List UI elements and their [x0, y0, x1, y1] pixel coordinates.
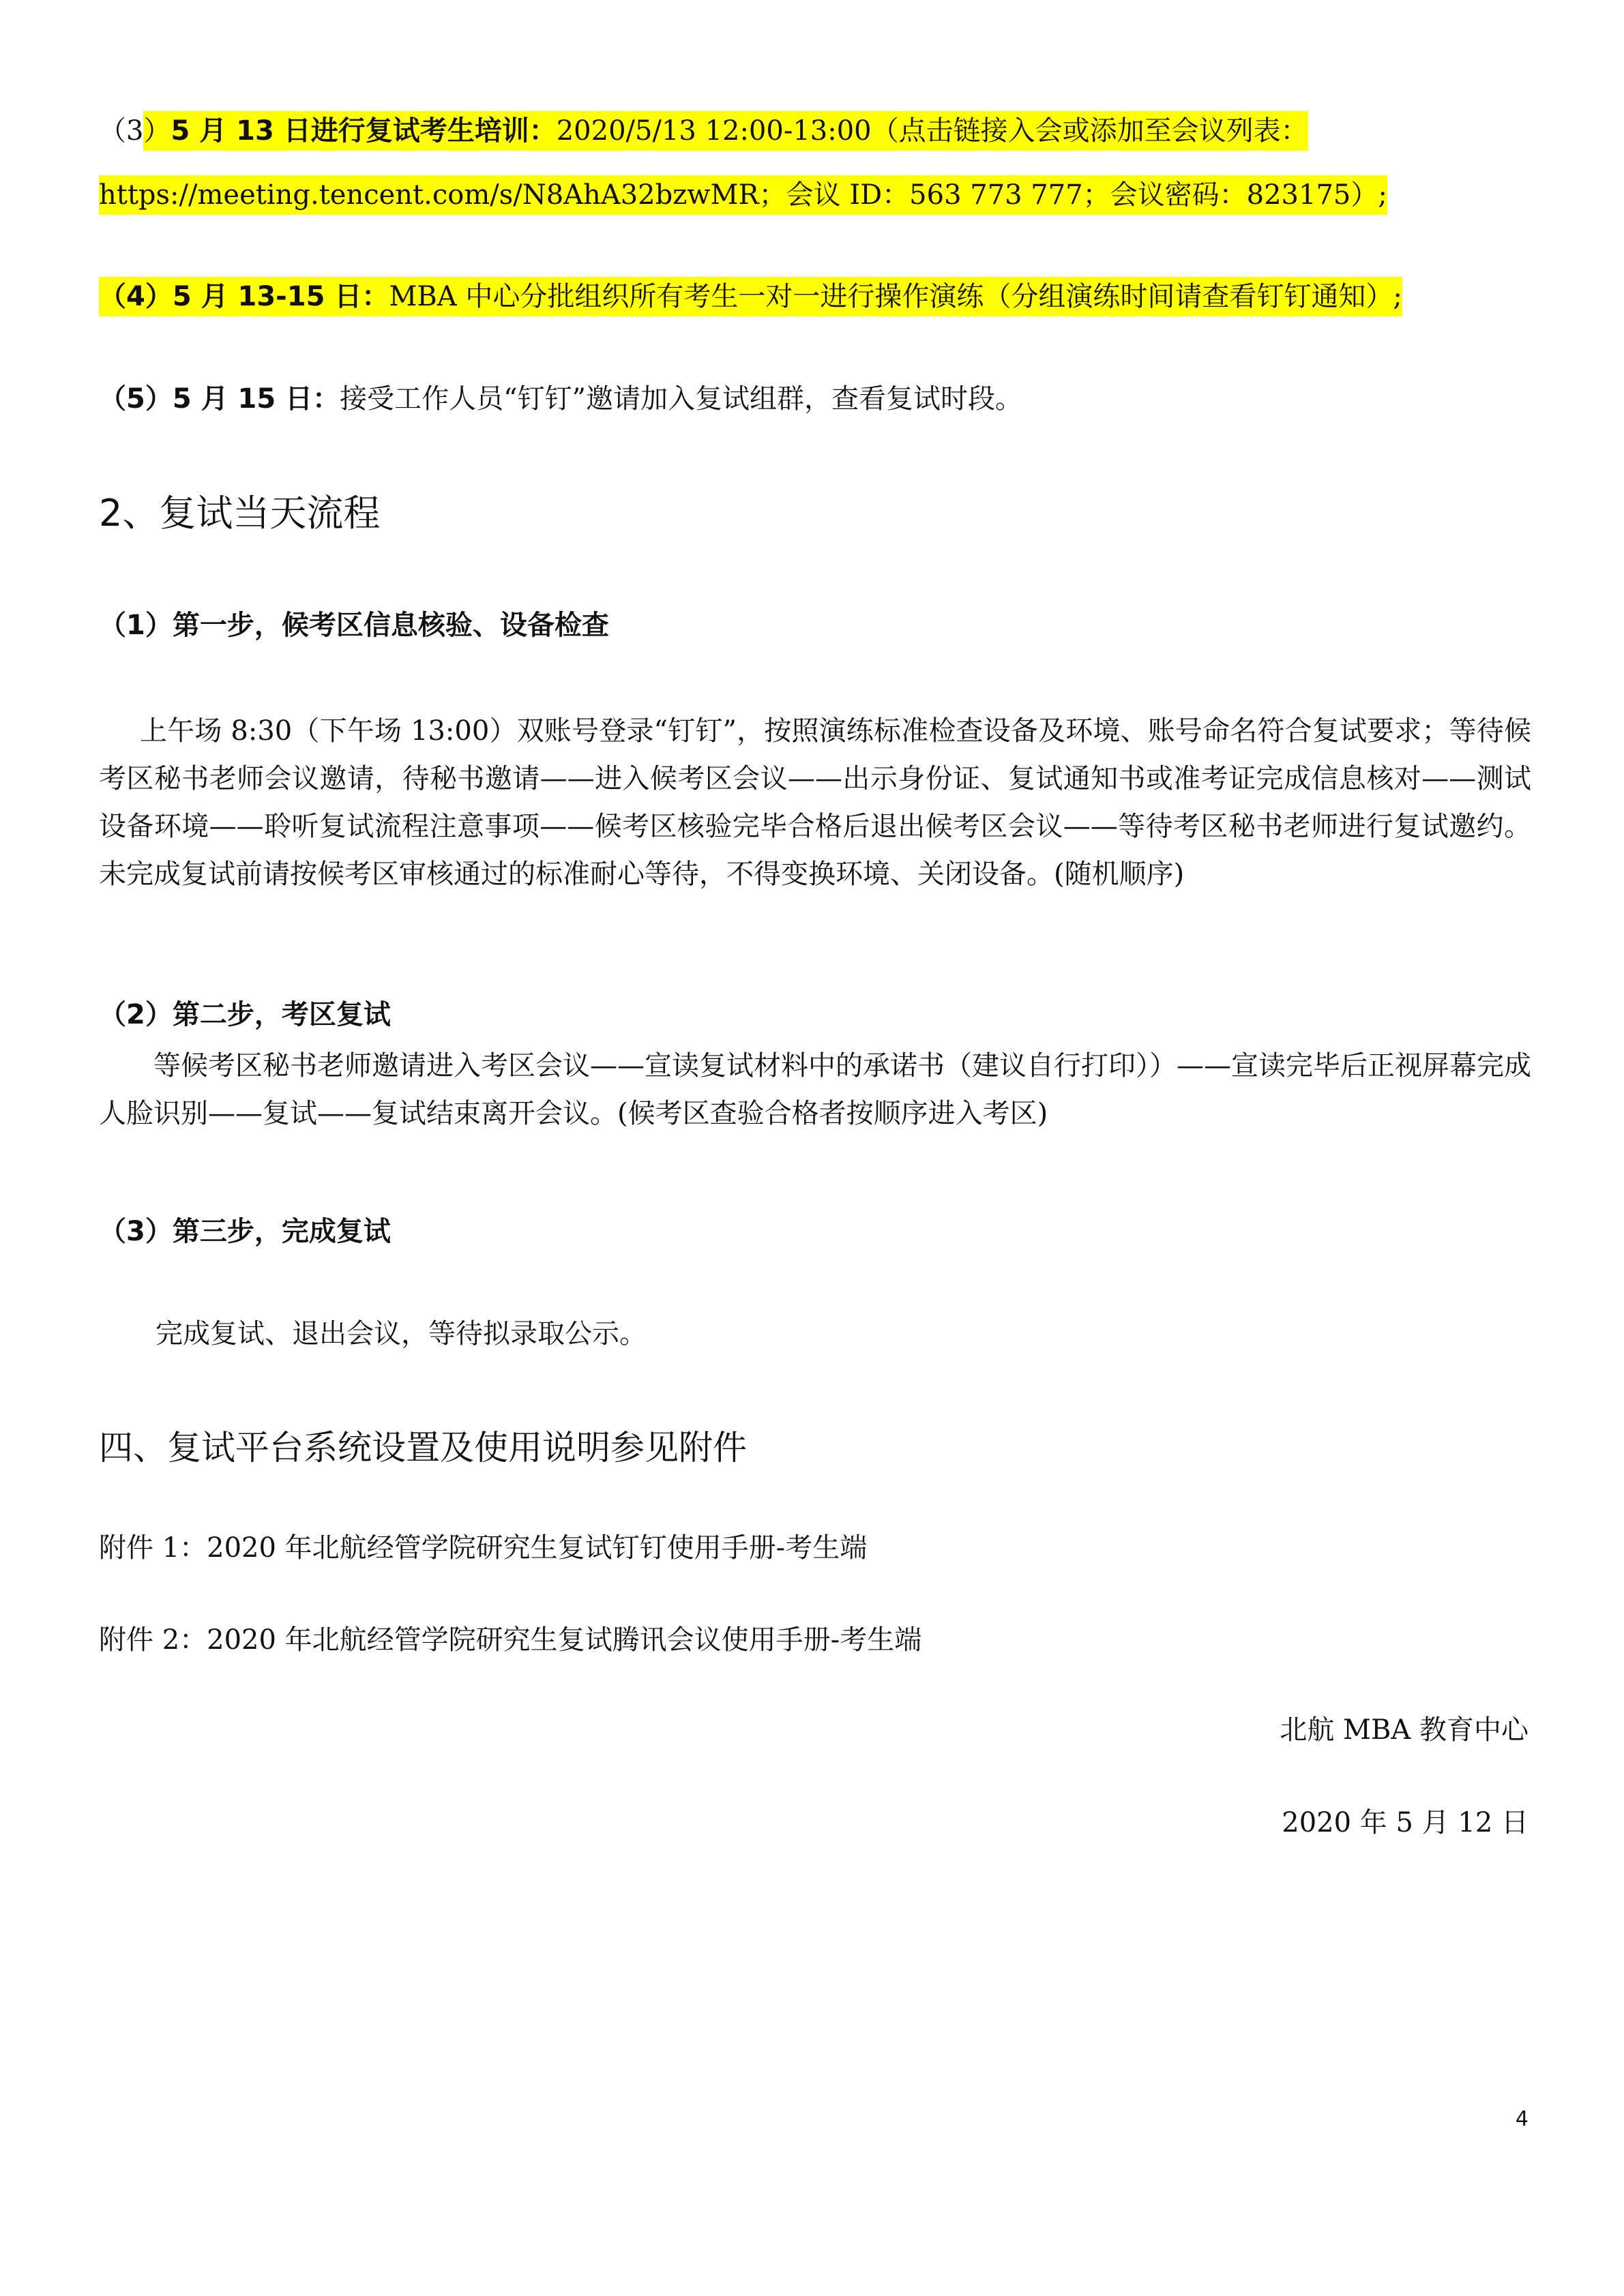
- s2-step1-paragraph: 上午场 8:30（下午场 13:00）双账号登录“钉钉”，按照演练标准检查设备及环境、账号命名符合复试要求；等待候考区秘书老师会议邀请，待秘书邀请——进入候考区会议——出示身份证、复试通知书或准考证完成信息核对——测试设备环境——聆听复试流程注意事项——候考区核验完毕合格后退出候考区会议——等待考区秘书老师进行复试邀约。未完成复试前请按候考区审核通过的标准耐心等待，不得变换环境、关闭设备。(随机顺序): [99, 715, 1531, 890]
- step4-bold-title: （4）5 月 13-15 日：: [99, 281, 389, 312]
- page-number: 4: [1515, 2107, 1529, 2131]
- step5-bold-title: （5）5 月 15 日：: [99, 383, 340, 415]
- meeting-link-text: https://meeting.tencent.com/s/N8AhA32bzwMR；会议 ID：563 773 777；会议密码：823175）;: [99, 175, 1387, 215]
- s2-step2-title: （2）第二步，考区复试: [99, 999, 391, 1030]
- section4-title: 四、复试平台系统设置及使用说明参见附件: [99, 1428, 747, 1467]
- step4-highlight: [99, 277, 1402, 316]
- s2-step3-title: （3）第三步，完成复试: [99, 1216, 391, 1247]
- step3-line2: [99, 175, 1387, 215]
- step3-prefix: （3: [99, 115, 144, 147]
- step5-line: [99, 378, 1022, 419]
- signature: 北航 MBA 教育中心: [1280, 1714, 1529, 1746]
- attachment-2: 附件 2：2020 年北航经管学院研究生复试腾讯会议使用手册-考生端: [99, 1624, 922, 1656]
- step3-bold-title: 5 月 13 日进行复试考生培训：: [171, 115, 557, 147]
- document-date: 2020 年 5 月 12 日: [1282, 1807, 1529, 1838]
- attachment-1: 附件 1：2020 年北航经管学院研究生复试钉钉使用手册-考生端: [99, 1532, 868, 1564]
- s2-step3-paragraph: 完成复试、退出会议，等待拟录取公示。: [156, 1318, 647, 1350]
- s2-step2-paragraph: 等候考区秘书老师邀请进入考区会议——宣读复试材料中的承诺书（建议自行打印））——宣读完毕后正视屏幕完成人脸识别——复试——复试结束离开会议。(候考区查验合格者按顺序进入考区): [99, 1050, 1531, 1129]
- step3-details: 2020/5/13 12:00-13:00（点击链接入会或添加至会议列表：: [556, 115, 1308, 147]
- step4-line: [99, 276, 1402, 317]
- step3-highlight: [143, 111, 1308, 151]
- s2-step1-title: （1）第一步，候考区信息核验、设备检查: [99, 610, 609, 641]
- step3-line1: [99, 110, 1308, 151]
- step3-paren: ）: [143, 115, 171, 147]
- step4-details: MBA 中心分批组织所有考生一对一进行操作演练（分组演练时间请查看钉钉通知）;: [389, 281, 1402, 312]
- section2-title: 2、复试当天流程: [99, 492, 381, 535]
- step5-details: 接受工作人员“钉钉”邀请加入复试组群，查看复试时段。: [340, 383, 1023, 415]
